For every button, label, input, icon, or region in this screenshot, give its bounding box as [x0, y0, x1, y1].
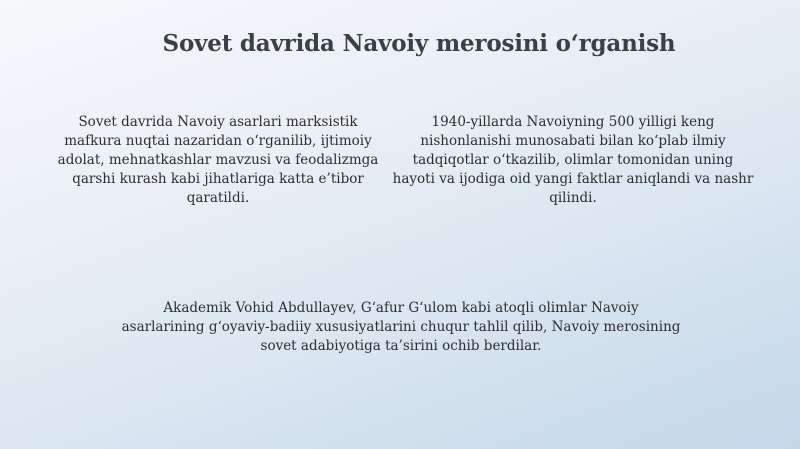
- paragraph-soviet-ideology: Sovet davrida Navoiy asarlari marksistik mafkura nuqtai nazaridan o‘rganilib, ijtimoiy adolat, mehnatkashlar mavzusi va feodalizmga qarshi kurash kabi jihatlariga katta e’tibor qaratildi.: [57, 114, 379, 206]
- paragraph-500th-anniversary: 1940-yillarda Navoiyning 500 yilligi keng nishonlanishi munosabati bilan ko‘plab ilmiy tadqiqotlar o‘tkazilib, olimlar tomonidan uning hayoti va ijodiga oid yangi faktlar aniqlandi va nashr qilindi.: [392, 114, 754, 206]
- paragraph-scholars: Akademik Vohid Abdullayev, G‘afur G‘ulom kabi atoqli olimlar Navoiy asarlarining g‘oyaviy-badiiy xususiyatlarini chuqur tahlil qilib, Navoiy merosining sovet adabiyotiga ta’sirini ochib berdilar.: [121, 300, 681, 354]
- slide-title: Sovet davrida Navoiy merosini o‘rganish: [162, 30, 676, 57]
